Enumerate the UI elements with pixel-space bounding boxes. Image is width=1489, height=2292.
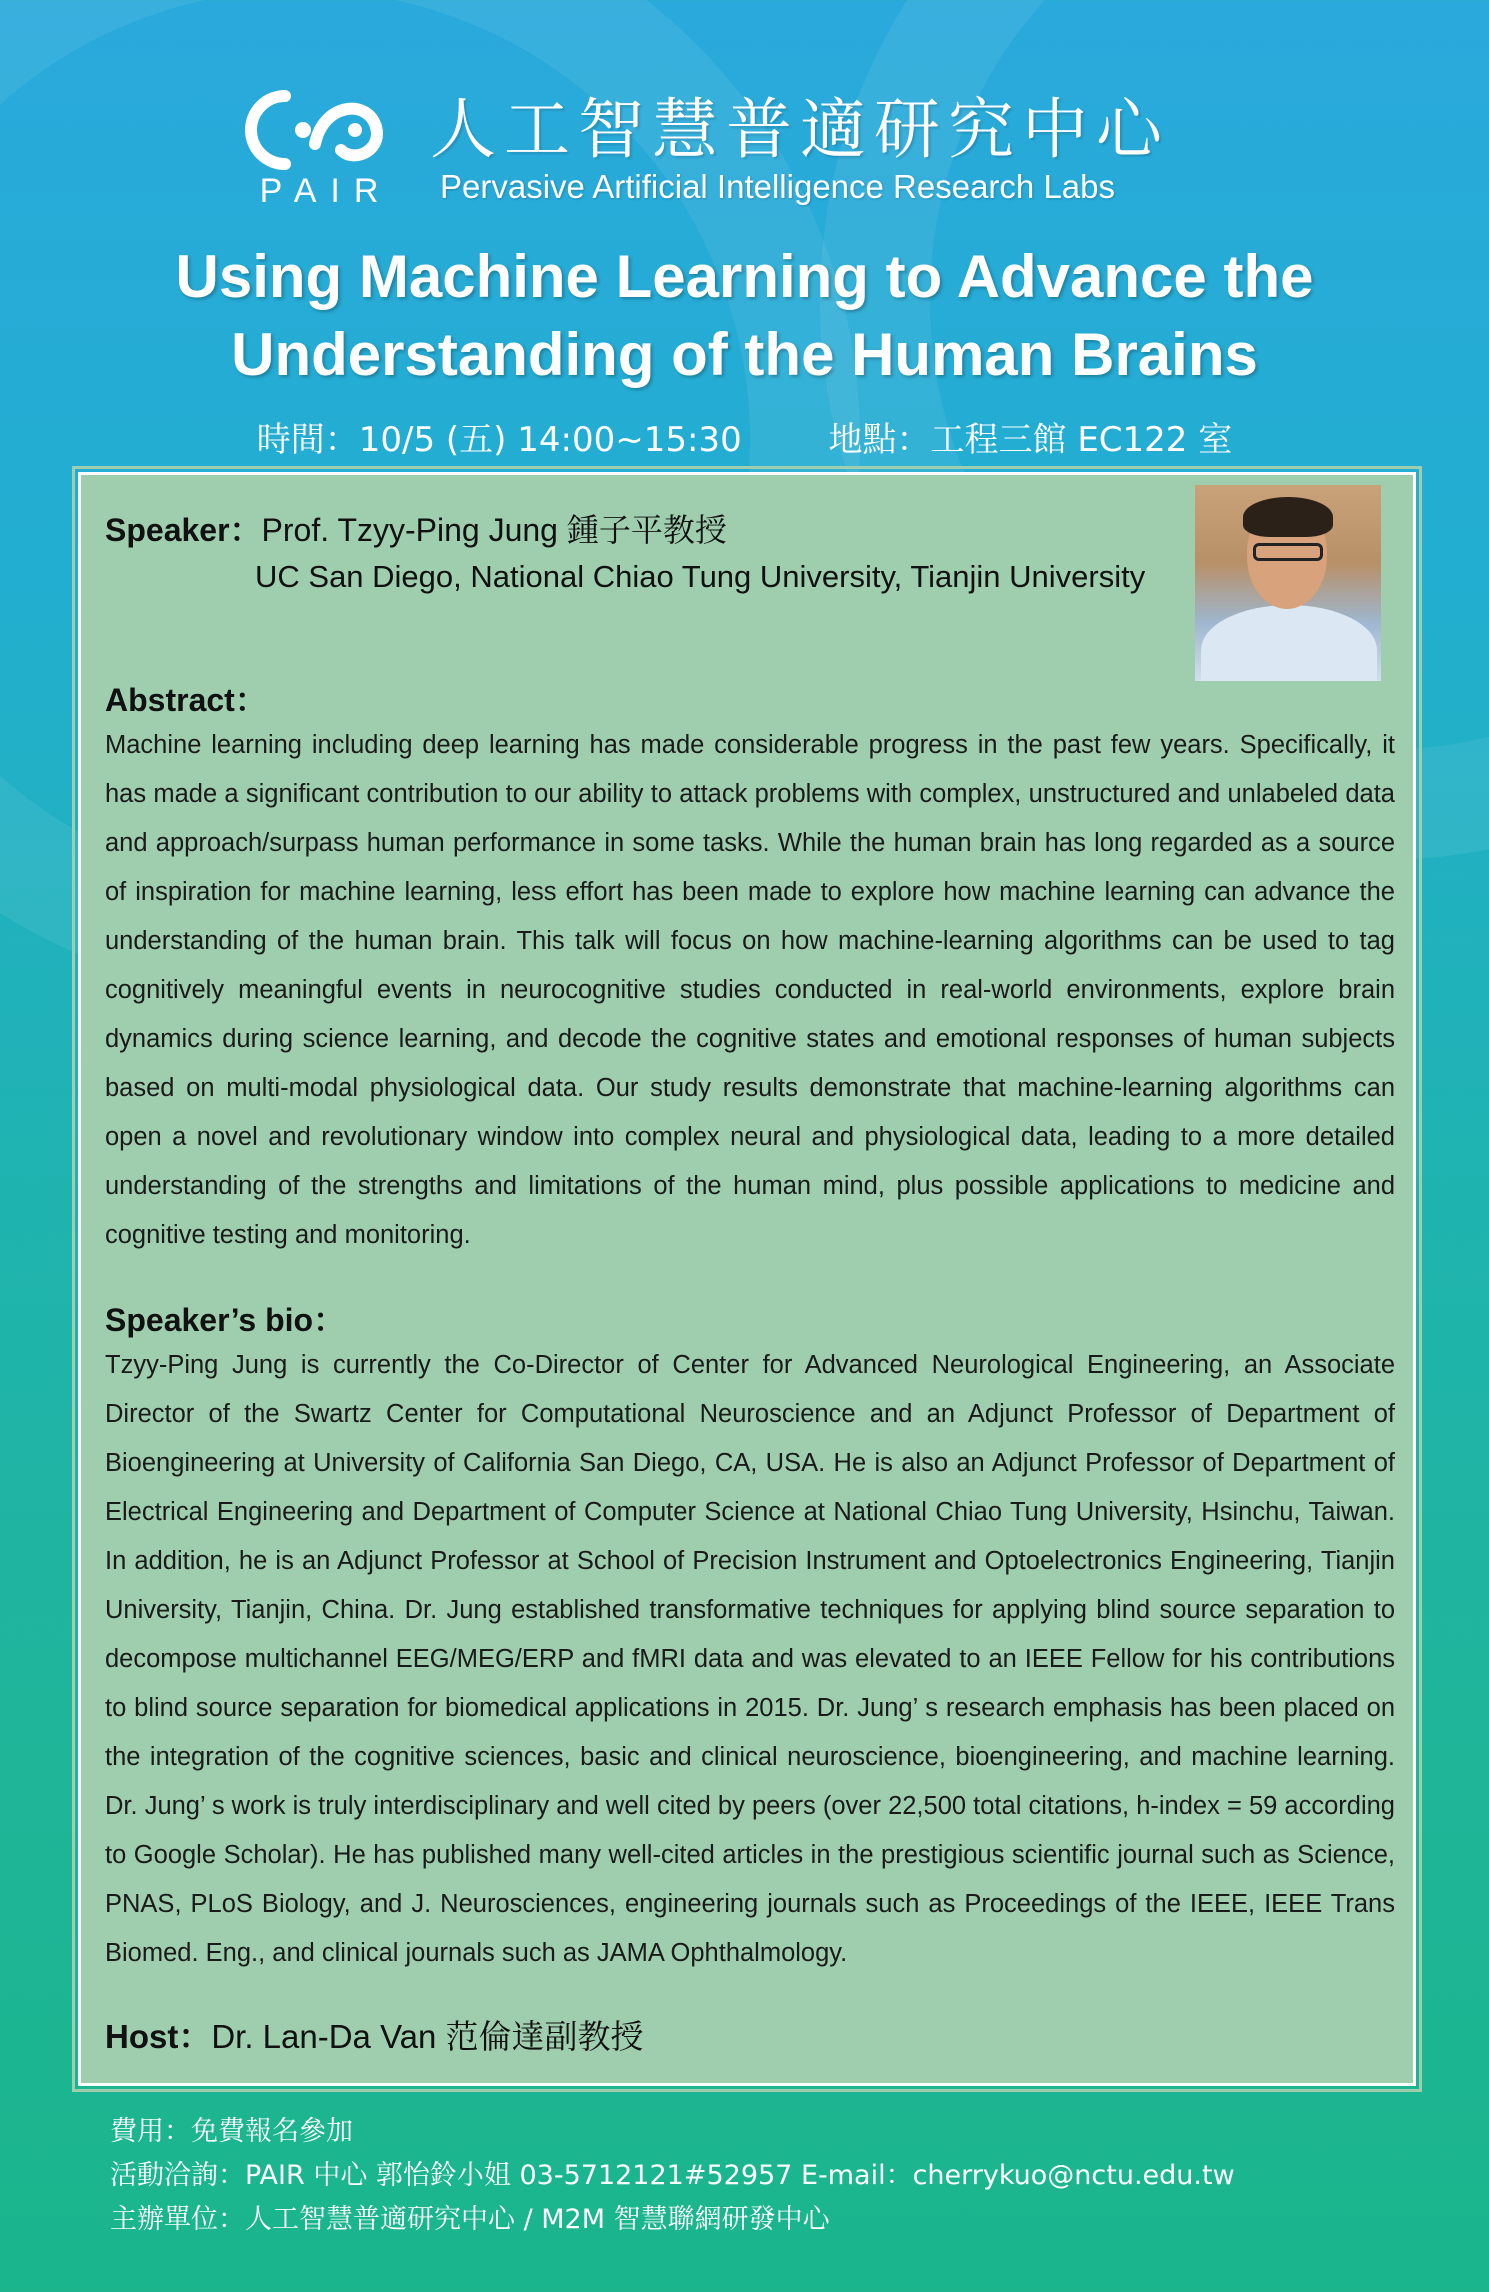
organizer-info: 主辦單位：人工智慧普適研究中心 / M2M 智慧聯網研發中心 [110, 2204, 830, 2235]
header [0, 70, 1489, 220]
abstract-heading: Abstract： [105, 682, 267, 718]
host-name: Dr. Lan-Da Van 范倫達副教授 [211, 2018, 644, 2055]
org-name-chinese: 人工智慧普適研究中心 [430, 91, 1170, 168]
abstract-text: Machine learning including deep learning has made considerable progress in the past few years. Specifically, it has made a significant contribution to our ability to attack problems with complex, unstructured and unlabeled data and approach/surpass human performance in some tasks. While the human brain has long regarded as a source of inspiration for machine learning, less effort has been made to explore how machine learning can advance the understanding of the human brain. This talk will focus on how machine-learning algorithms can be used to tag cognitively meaningful events in neurocognitive studies conducted in real-world environments, explore brain dynamics during science learning, and decode the cognitive states and emotional responses of human subjects based on multi-modal physiological data. Our study results demonstrate that machine-learning algorithms can open a novel and revolutionary window into complex neural and physiological data, leading to a more detailed understanding of the strengths and limitations of the human mind, plus possible applications to medicine and cognitive testing and monitoring. [105, 731, 1395, 1249]
talk-title [0, 238, 1489, 394]
speaker-line [105, 505, 727, 551]
title-line-1: Using Machine Learning to Advance the [175, 243, 1314, 310]
host-line [105, 2011, 644, 2058]
speaker-label: Speaker： [105, 512, 262, 548]
fee-info: 費用：免費報名參加 [110, 2116, 353, 2147]
event-info [0, 412, 1489, 461]
speaker-photo [1195, 485, 1381, 681]
speaker-name: Prof. Tzyy-Ping Jung 鍾子平教授 [261, 512, 727, 548]
org-name-english: Pervasive Artificial Intelligence Research Labs [440, 168, 1116, 205]
logo-text: PAIR [259, 172, 393, 210]
speaker-affiliation: UC San Diego, National Chiao Tung University, Tianjin University [255, 559, 1146, 594]
bio-heading: Speaker’s bio： [105, 1302, 346, 1338]
footer [110, 2110, 1235, 2242]
pair-logo-icon [245, 84, 405, 174]
host-label: Host： [105, 2018, 212, 2055]
event-place: 地點：工程三館 EC122 室 [828, 420, 1233, 460]
event-time: 時間：10/5 (五) 14:00~15:30 [256, 420, 742, 460]
content-panel [78, 472, 1416, 2086]
title-line-2: Understanding of the Human Brains [231, 321, 1258, 388]
bio-text: Tzyy-Ping Jung is currently the Co-Director of Center for Advanced Neurological Engineering, an Associate Director of the Swartz Center for Computational Neuroscience and an Adjunct Professor of Department of Bioengineering at University of California San Diego, CA, USA. He is also an Adjunct Professor of Department of Electrical Engineering and Department of Computer Science at National Chiao Tung University, Hsinchu, Taiwan. In addition, he is an Adjunct Professor at School of Precision Instrument and Optoelectronics Engineering, Tianjin University, Tianjin, China. Dr. Jung established transformative techniques for applying blind source separation to decompose multichannel EEG/MEG/ERP and fMRI data and was elevated to an IEEE Fellow for his contributions to blind source separation for biomedical applications in 2015. Dr. Jung’ s research emphasis has been placed on the integration of the cognitive sciences, basic and clinical neuroscience, bioengineering, and machine learning. Dr. Jung’ s work is truly interdisciplinary and well cited by peers (over 22,500 total citations, h-index = 59 according to Google Scholar). He has published many well-cited articles in the prestigious scientific journal such as Science, PNAS, PLoS Biology, and J. Neurosciences, engineering journals such as Proceedings of the IEEE, IEEE Trans Biomed. Eng., and clinical journals such as JAMA Ophthalmology. [105, 1351, 1395, 1967]
contact-info: 活動洽詢：PAIR 中心 郭怡鈴小姐 03-5712121#52957 E-mail：cherrykuo@nctu.edu.tw [110, 2160, 1235, 2191]
